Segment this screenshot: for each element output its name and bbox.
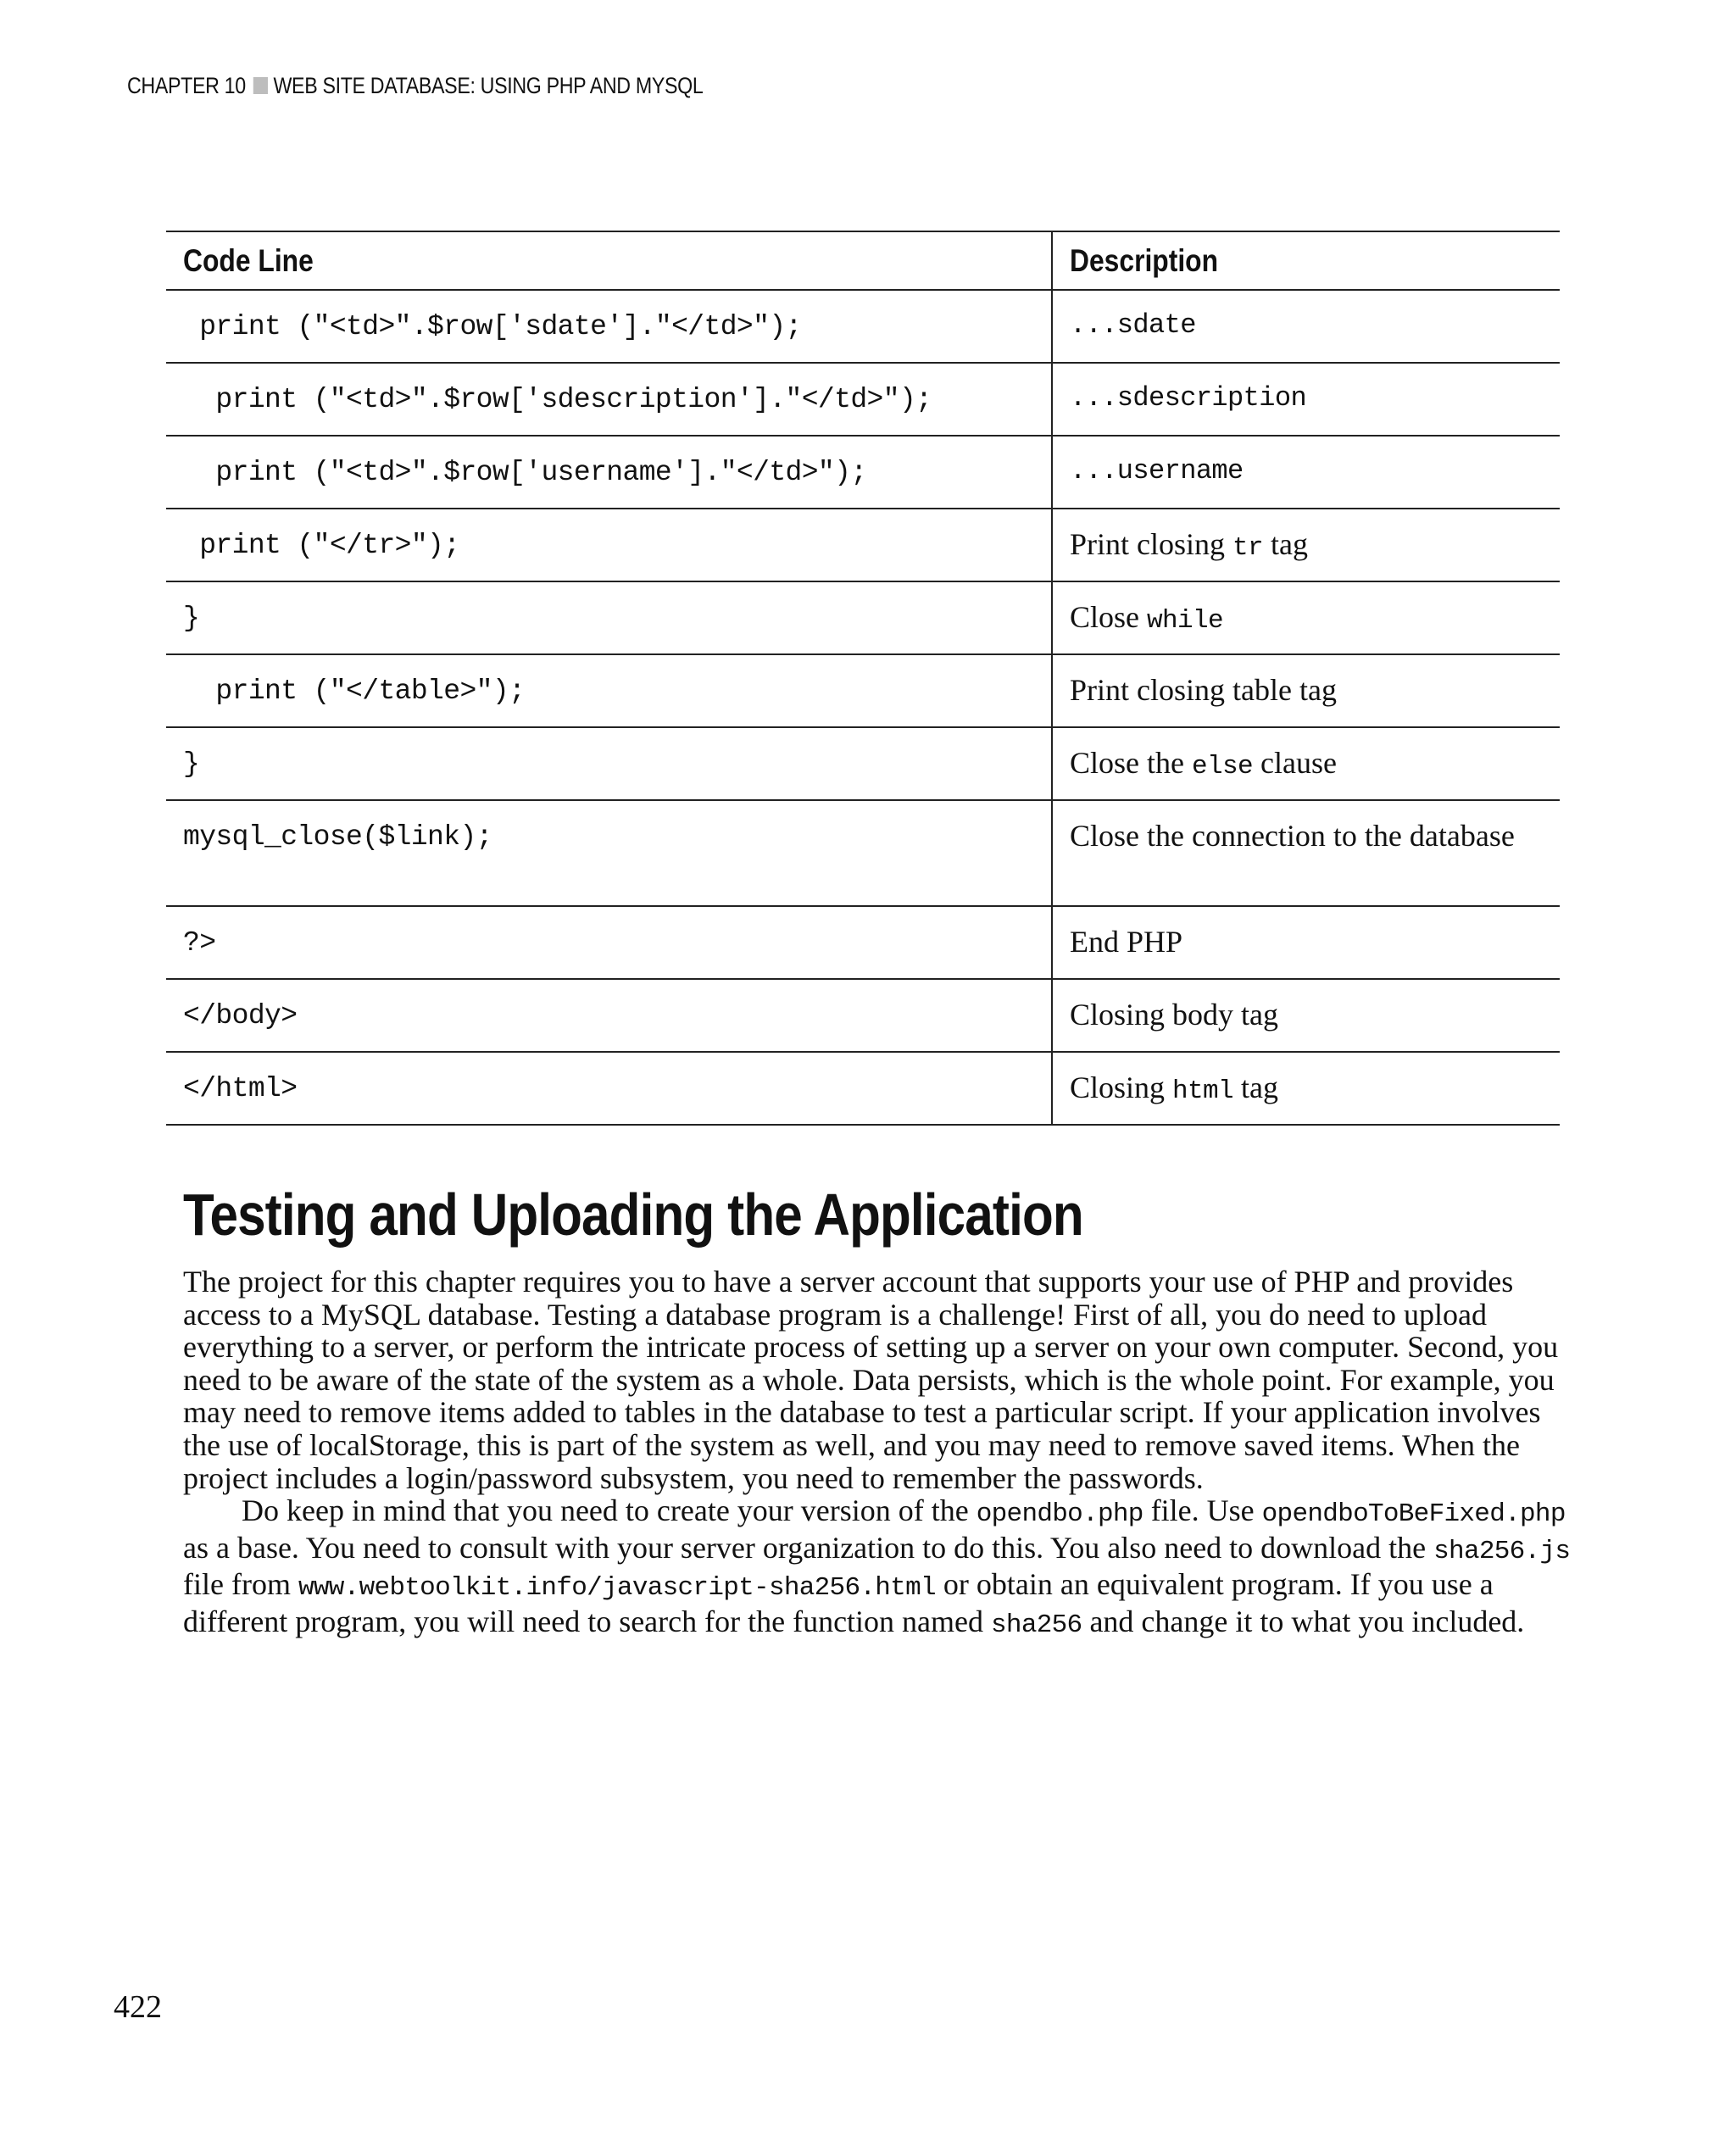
table-header-row [166,231,1560,290]
table-row [166,1052,1560,1125]
table-row [166,363,1560,436]
code-cell: ?> [166,906,1052,979]
code-cell: print ("</table>"); [166,654,1052,727]
description-cell: End PHP [1052,906,1560,979]
page-number: 422 [114,1989,162,2025]
table-row [166,509,1560,581]
square-separator-icon [253,77,267,94]
table-row [166,727,1560,800]
description-cell: Closing html tag [1052,1052,1560,1125]
running-head-title: WEB SITE DATABASE: USING PHP AND MYSQL [273,73,704,98]
description-cell: Close the else clause [1052,727,1560,800]
inline-code-url: www.webtoolkit.info/javascript-sha256.html [298,1573,936,1604]
inline-code: sha256.js [1433,1536,1571,1566]
column-header-description: Description [1052,231,1560,290]
code-description-table [166,231,1560,1126]
table-row [166,979,1560,1052]
inline-code: opendbo.php [976,1499,1143,1530]
code-cell: </body> [166,979,1052,1052]
code-cell: } [166,581,1052,654]
description-cell: ...username [1052,436,1560,509]
paragraph: Do keep in mind that you need to create your version of the opendbo.php file. Use opendboToBeFixed.php as a base. You need to consult with your server organization to do this. You also need to download the sha256.js file from www.webtoolkit.info/javascript-sha256.html or obtain an equivalent program. If you use a different program, you will need to search for the function named sha256 and change it to what you included. [183,1493,1571,1640]
description-cell: Print closing tr tag [1052,509,1560,581]
code-cell: mysql_close($link); [166,800,1052,906]
description-cell: Print closing table tag [1052,654,1560,727]
description-cell: ...sdate [1052,290,1560,363]
table-row [166,906,1560,979]
section-heading: Testing and Uploading the Application [183,1182,1083,1248]
body-text [183,1265,1573,1643]
table-row [166,290,1560,363]
code-cell: } [166,727,1052,800]
code-cell: </html> [166,1052,1052,1125]
description-cell: Close while [1052,581,1560,654]
description-cell: ...sdescription [1052,363,1560,436]
table-row [166,581,1560,654]
code-cell: print ("</tr>"); [166,509,1052,581]
description-cell: Close the connection to the database [1052,800,1560,906]
running-head-chapter: CHAPTER 10 [127,73,246,98]
code-cell: print ("<td>".$row['username']."</td>"); [166,436,1052,509]
paragraph: The project for this chapter requires you to have a server account that supports your use of PHP and provides access to a MySQL database. Testing a database program is a challenge! First of all, you do need to upload everything to a server, or perform the intricate process of setting up a server on your own computer. Second, you need to be aware of the state of the system as a whole. Data persists, which is the whole point. For example, you may need to remove items added to tables in the database to test a particular script. If your application involves the use of localStorage, this is part of the system as well, and you may need to remove saved items. When the project includes a login/password subsystem, you need to remember the passwords. [183,1265,1559,1495]
table-row [166,654,1560,727]
column-header-code-line: Code Line [166,231,1052,290]
code-cell: print ("<td>".$row['sdate']."</td>"); [166,290,1052,363]
description-cell: Closing body tag [1052,979,1560,1052]
inline-code: sha256 [991,1610,1082,1640]
code-cell: print ("<td>".$row['sdescription']."</td>"); [166,363,1052,436]
table-row [166,800,1560,906]
table-row [166,436,1560,509]
running-head [127,73,703,99]
inline-code: opendboToBeFixed.php [1261,1499,1566,1530]
